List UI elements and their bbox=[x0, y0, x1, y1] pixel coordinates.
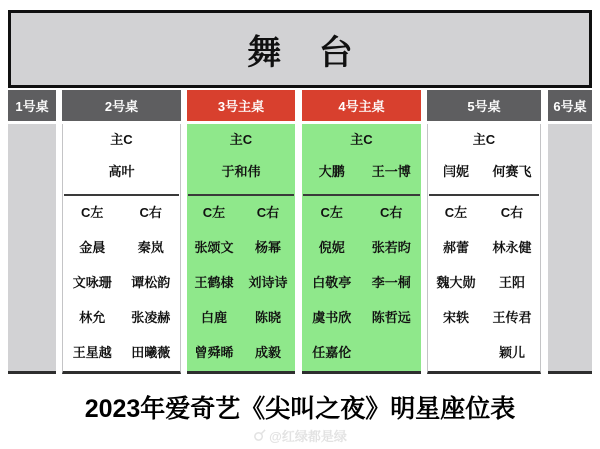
table-divider bbox=[64, 194, 179, 196]
table-3-header: 3号主桌 bbox=[187, 90, 295, 121]
watermark bbox=[0, 426, 600, 445]
c-left-label: C左 bbox=[81, 205, 104, 220]
seat-name: 陈哲远 bbox=[371, 310, 411, 325]
table-2-body bbox=[62, 124, 181, 374]
seat-name: 田曦薇 bbox=[131, 345, 171, 360]
seat-name: 林允 bbox=[79, 310, 106, 325]
seat-name: 谭松韵 bbox=[131, 275, 171, 290]
table-3 bbox=[187, 90, 295, 374]
table-divider bbox=[429, 194, 539, 196]
table-5 bbox=[427, 90, 541, 374]
seat-name: 任嘉伦 bbox=[312, 345, 352, 360]
seat-name: 郝蕾 bbox=[442, 240, 469, 255]
table-1 bbox=[8, 90, 56, 374]
table-6-body bbox=[548, 124, 592, 374]
table-5-body bbox=[427, 124, 541, 374]
table-5-header: 5号桌 bbox=[427, 90, 541, 121]
seat-name: 刘诗诗 bbox=[248, 275, 288, 290]
table-4-body bbox=[302, 124, 421, 374]
table-1-header: 1号桌 bbox=[8, 90, 56, 121]
seat-name bbox=[428, 343, 484, 363]
seat-name: 林永健 bbox=[492, 240, 532, 255]
c-right-label: C右 bbox=[256, 205, 280, 220]
c-right-label: C右 bbox=[139, 205, 162, 220]
host-name: 闫妮 bbox=[442, 164, 469, 179]
table-3-body bbox=[187, 124, 295, 374]
host-name: 高叶 bbox=[108, 164, 135, 179]
seat-name: 文咏珊 bbox=[72, 275, 112, 290]
seat-name: 白敬亭 bbox=[312, 275, 352, 290]
c-left-label: C左 bbox=[444, 205, 468, 220]
seat-name: 曾舜晞 bbox=[194, 345, 234, 360]
seat-name: 宋轶 bbox=[442, 310, 469, 325]
c-left-label: C左 bbox=[320, 205, 343, 220]
seat-name: 成毅 bbox=[254, 345, 281, 360]
seat-name: 倪妮 bbox=[318, 240, 345, 255]
seat-name: 魏大勋 bbox=[436, 275, 476, 290]
main-c-label: 主C bbox=[350, 132, 373, 147]
seat-name: 杨幂 bbox=[254, 240, 281, 255]
main-c-label: 主C bbox=[229, 132, 253, 147]
seat-name: 白鹿 bbox=[200, 310, 227, 325]
seat-name: 张若昀 bbox=[371, 240, 411, 255]
watermark-text: @红绿都是绿 bbox=[269, 429, 347, 444]
seat-name: 王传君 bbox=[492, 310, 532, 325]
seat-name bbox=[362, 343, 422, 363]
table-6-header: 6号桌 bbox=[548, 90, 592, 121]
seat-name: 王阳 bbox=[498, 275, 525, 290]
seat-name: 秦岚 bbox=[137, 240, 164, 255]
seat-name: 张凌赫 bbox=[131, 310, 171, 325]
table-divider bbox=[303, 194, 420, 196]
table-2 bbox=[62, 90, 181, 374]
seat-name: 张颂文 bbox=[194, 240, 234, 255]
seat-name: 金晨 bbox=[79, 240, 106, 255]
stage-banner: 舞 台 bbox=[8, 10, 592, 88]
table-4 bbox=[302, 90, 421, 374]
c-right-label: C右 bbox=[380, 205, 403, 220]
main-c-label: 主C bbox=[110, 132, 133, 147]
host-name: 何赛飞 bbox=[492, 164, 532, 179]
seat-name: 李一桐 bbox=[371, 275, 411, 290]
table-divider bbox=[188, 194, 294, 196]
seat-name: 陈晓 bbox=[254, 310, 281, 325]
seat-name: 王鹤棣 bbox=[194, 275, 234, 290]
table-2-header: 2号桌 bbox=[62, 90, 181, 121]
seat-name: 虞书欣 bbox=[312, 310, 352, 325]
c-left-label: C左 bbox=[202, 205, 226, 220]
chart-title: 2023年爱奇艺《尖叫之夜》明星座位表 bbox=[84, 395, 516, 423]
watermark-logo-icon bbox=[253, 429, 266, 442]
host-name: 王一博 bbox=[371, 164, 411, 179]
c-right-label: C右 bbox=[500, 205, 524, 220]
main-c-label: 主C bbox=[472, 132, 496, 147]
seat-name: 颖儿 bbox=[498, 345, 525, 360]
table-6 bbox=[548, 90, 592, 374]
seat-name: 王星越 bbox=[72, 345, 112, 360]
table-4-header: 4号主桌 bbox=[302, 90, 421, 121]
host-name: 于和伟 bbox=[221, 164, 261, 179]
table-1-body bbox=[8, 124, 56, 374]
host-name: 大鹏 bbox=[318, 164, 345, 179]
